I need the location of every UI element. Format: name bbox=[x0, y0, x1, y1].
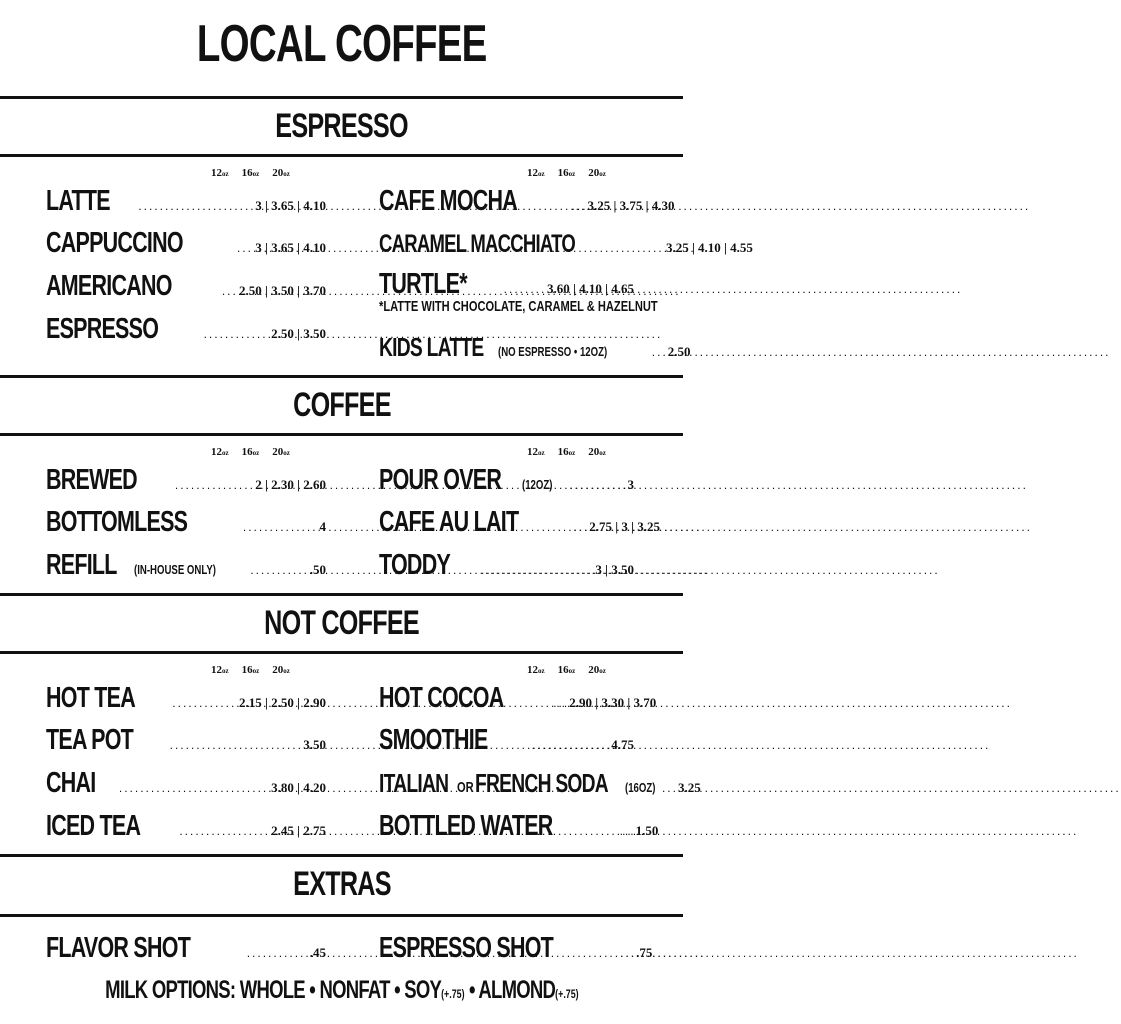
milk-nonfat: NONFAT bbox=[319, 976, 390, 1004]
menu-item-chai: CHAI ..... 3.80 | 4.20 bbox=[46, 767, 326, 797]
milk-almond: ALMOND bbox=[478, 976, 555, 1004]
milk-options: MILK OPTIONS: WHOLE • NONFAT • SOY(+.75) • ALMOND(+.75) bbox=[104, 976, 579, 1004]
milk-almond-upcharge: (+.75) bbox=[554, 987, 579, 1001]
milk-soy-upcharge: (+.75) bbox=[440, 987, 465, 1001]
section-heading-coffee: COFFEE bbox=[292, 386, 391, 424]
menu-item-toddy: TODDY ..... 3 | 3.50 bbox=[379, 549, 634, 579]
section-heading-extras: EXTRAS bbox=[292, 865, 391, 903]
menu-item-bottled-water: BOTTLED WATER ..... 1.50 bbox=[379, 810, 634, 840]
size-header: 12oz 16oz 20oz bbox=[527, 446, 606, 458]
menu-item-bottomless: BOTTOMLESS ..... 4 bbox=[46, 506, 326, 536]
divider bbox=[0, 593, 683, 596]
menu-item-pour-over: POUR OVER (12OZ) ..... 3 bbox=[379, 464, 634, 494]
divider bbox=[0, 375, 683, 378]
menu-item-iced-tea: ICED TEA ..... 2.45 | 2.75 bbox=[46, 810, 326, 840]
menu-item-smoothie: SMOOTHIE ..... 4.75 bbox=[379, 724, 634, 754]
size-header: 12oz 16oz 20oz bbox=[527, 664, 606, 676]
milk-whole: WHOLE bbox=[239, 976, 305, 1004]
divider bbox=[0, 651, 683, 654]
divider bbox=[0, 914, 683, 917]
menu-item-cappuccino: CAPPUCCINO ..... 3 | 3.65 | 4.10 bbox=[46, 227, 326, 257]
divider bbox=[0, 154, 683, 157]
menu-item-tea-pot: TEA POT ..... 3.50 bbox=[46, 724, 326, 754]
menu-item-cafe-mocha: CAFE MOCHA ..... 3.25 | 3.75 | 4.30 bbox=[379, 185, 634, 215]
section-heading-not-coffee: NOT COFFEE bbox=[264, 604, 419, 642]
menu-item-italian-or-french-soda: ITALIAN ORFRENCH SODA (16OZ) ..... 3.25 bbox=[379, 767, 634, 797]
milk-soy: SOY bbox=[403, 976, 441, 1004]
divider bbox=[0, 854, 683, 857]
menu-item-flavor-shot: FLAVOR SHOT ..... .45 bbox=[46, 932, 326, 962]
menu-title: LOCAL COFFEE bbox=[196, 15, 487, 73]
divider bbox=[0, 96, 683, 99]
menu-item-caramel-macchiato: CARAMEL MACCHIATO 3.25 | 4.10 | 4.55 bbox=[379, 230, 753, 258]
menu-item-hot-cocoa: HOT COCOA ..... 2.90 | 3.30 | 3.70 bbox=[379, 682, 634, 712]
menu-item-turtle: TURTLE* ..... 3.60 | 4.10 | 4.65 bbox=[379, 268, 634, 298]
size-header: 12oz 16oz 20oz bbox=[211, 167, 290, 179]
size-header: 12oz 16oz 20oz bbox=[527, 167, 606, 179]
menu-item-latte: LATTE ..... 3 | 3.65 | 4.10 bbox=[46, 185, 326, 215]
size-header: 12oz 16oz 20oz bbox=[211, 446, 290, 458]
divider bbox=[0, 433, 683, 436]
menu-item-hot-tea: HOT TEA ..... 2.15 | 2.50 | 2.90 bbox=[46, 682, 326, 712]
milk-options-label: MILK OPTIONS: bbox=[104, 976, 235, 1004]
menu-item-brewed: BREWED ..... 2 | 2.30 | 2.60 bbox=[46, 464, 326, 494]
menu-item-americano: AMERICANO ..... 2.50 | 3.50 | 3.70 bbox=[46, 270, 326, 300]
menu-item-cafe-au-lait: CAFE AU LAIT ..... 2.75 | 3 | 3.25 bbox=[379, 506, 634, 536]
menu-item-refill: REFILL (IN-HOUSE ONLY) ..... .50 bbox=[46, 549, 326, 579]
section-heading-espresso: ESPRESSO bbox=[275, 107, 408, 145]
menu-item-espresso-shot: ESPRESSO SHOT ..... .75 bbox=[379, 932, 634, 962]
menu-item-espresso: ESPRESSO ..... 2.50 | 3.50 bbox=[46, 313, 326, 343]
turtle-note: *LATTE WITH CHOCOLATE, CARAMEL & HAZELNUT bbox=[379, 298, 658, 315]
size-header: 12oz 16oz 20oz bbox=[211, 664, 290, 676]
menu-item-kids-latte: KIDS LATTE (NO ESPRESSO • 12OZ) ..... 2.50 bbox=[379, 331, 634, 361]
